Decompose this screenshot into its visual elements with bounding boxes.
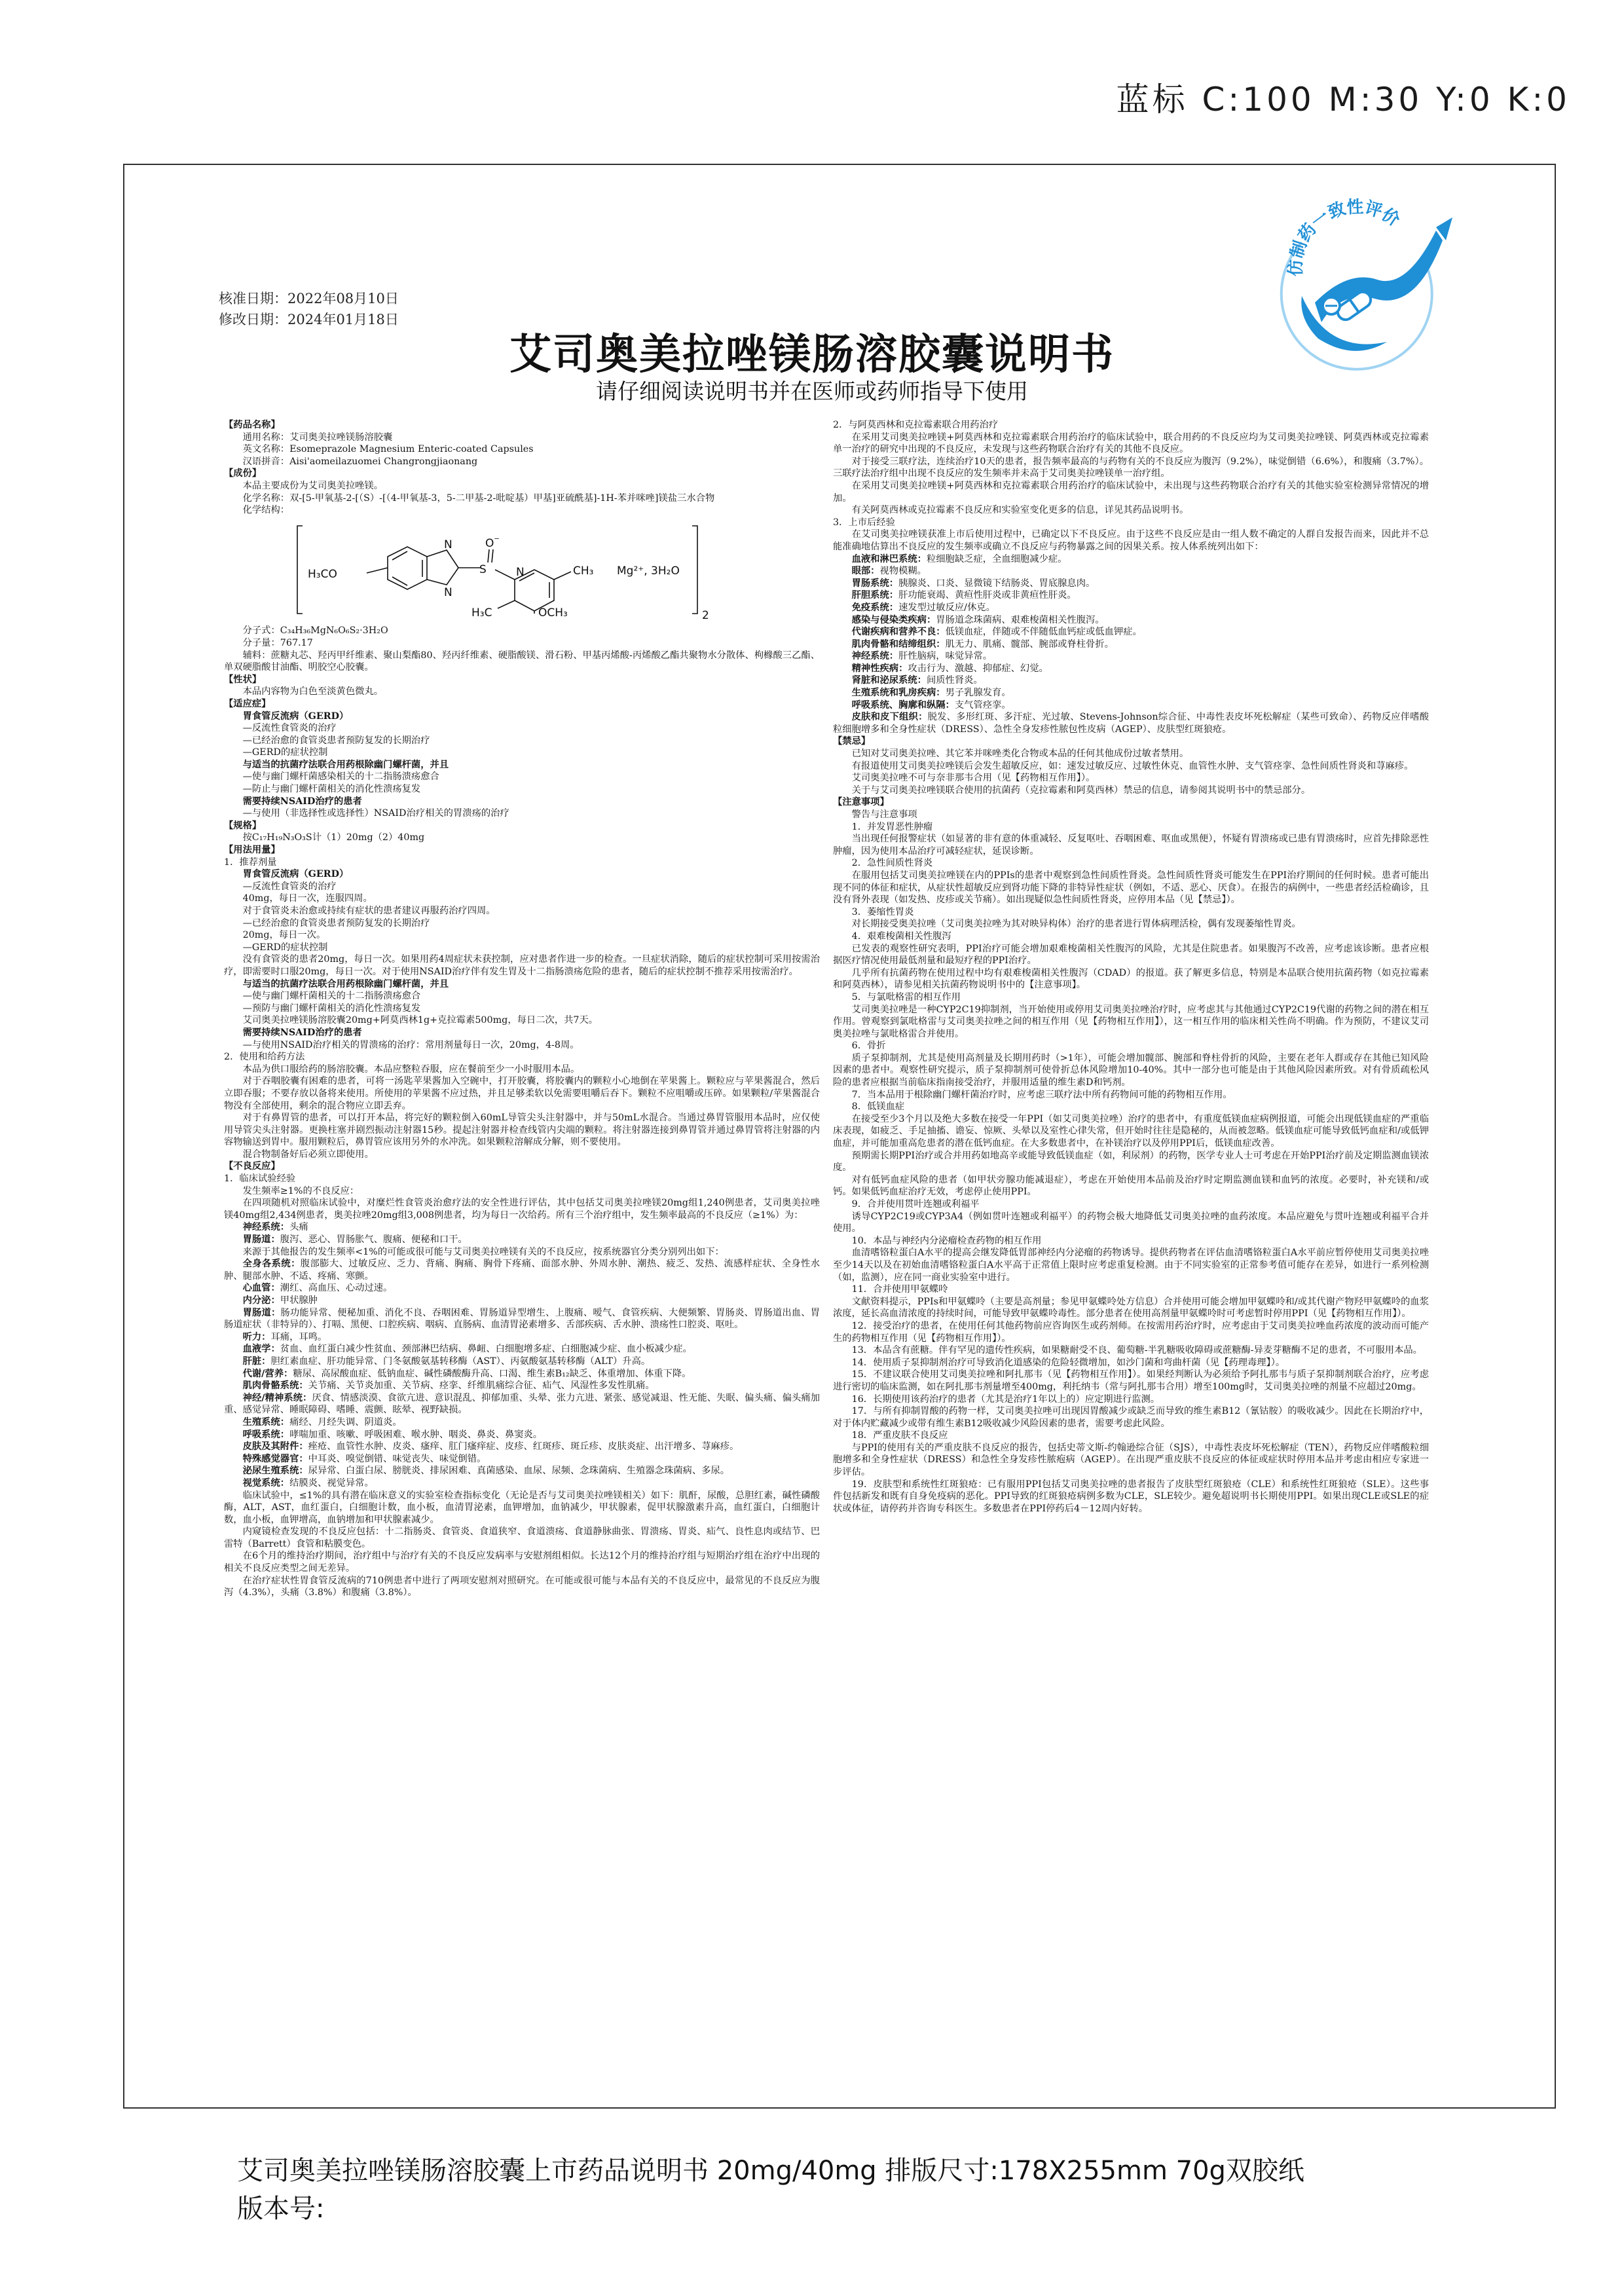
paragraph: 对有低钙血症风险的患者（如甲状旁腺功能减退症），考虑在开始使用本品前及治疗时定期监测血镁和血钙的浓度。必要时，补充镁和/或钙。如果低钙血症治疗无效，考虑停止使用PPI。 xyxy=(833,1174,1429,1198)
labeled-paragraph xyxy=(224,1368,820,1380)
paragraph: 已知对艾司奥美拉唑、其它苯并咪唑类化合物或本品的任何其他成份过敏者禁用。 xyxy=(851,748,1189,760)
labeled-paragraph xyxy=(833,638,1429,651)
paragraph-label: 胃肠道： xyxy=(242,1307,281,1318)
paragraph: 化学名称：双-[5-甲氧基-2-[（S）-[（4-甲氧基-3，5-二甲基-2-吡啶基）甲基]亚硫酰基]-1H-苯并咪唑]镁盐三水合物 xyxy=(242,492,715,504)
paragraph: 对于食管炎未治愈或持续有症状的患者建议再服药治疗四周。 xyxy=(242,906,496,916)
paragraph: 12．接受治疗的患者，在使用任何其他药物前应咨询医生或药剂师。在按需用药治疗时，应考虑由于艾司奥美拉唑血药浓度的波动而可能产生的药物相互作用（见【药物相互作用】）。 xyxy=(833,1320,1429,1344)
paragraph: 3．萎缩性胃炎 xyxy=(851,906,914,917)
paragraph-text: 腹部膨大、过敏反应、乏力、背痛、胸痛、胸骨下疼痛、面部水肿、外周水肿、潮热、疲乏、发热、流感样症状、全身性水肿、腿部水肿、不适、疼痛、寒颤。 xyxy=(224,1259,821,1282)
paragraph-label: 神经系统： xyxy=(851,651,899,662)
paragraph: 汉语拼音：Aisi'aomeilazuomei Changrongjiaonang xyxy=(242,456,478,467)
paragraph-label: 胃肠系统： xyxy=(851,578,899,589)
paragraph-text: 男子乳腺发育。 xyxy=(945,688,1011,699)
numbered-heading: 1．临床试验经验 xyxy=(224,1173,296,1185)
paragraph-text: 视物模糊。 xyxy=(879,566,927,577)
labeled-paragraph xyxy=(833,711,1429,735)
paragraph-text: 胆红素血症、肝功能异常、门冬氨酸氨基转移酶（AST）、丙氨酸氨基转移酶（ALT）升高。 xyxy=(270,1356,651,1367)
document-title: 艾司奥美拉唑镁肠溶胶囊说明书 xyxy=(509,330,1115,379)
paragraph-text: 甲状腺肿 xyxy=(280,1295,318,1306)
subheading: 需要持续NSAID治疗的患者 xyxy=(242,1027,362,1038)
paragraph: 15．不建议联合使用艾司奥美拉唑和阿扎那韦（见【药物相互作用】）。如果经判断认为必须给予阿扎那韦与质子泵抑制剂联合治疗，应考虑进行密切的临床监测，如在阿扎那韦剂量增至400mg，利托纳韦（常与阿扎那韦合用）增至100mg时，艾司奥美拉唑的剂量不应超过20mg。 xyxy=(833,1369,1429,1392)
paragraph: 英文名称：Esomeprazole Magnesium Enteric-coated Capsules xyxy=(242,444,534,455)
paragraph: 2．急性间质性肾炎 xyxy=(851,858,933,869)
footer-spec: 艾司奥美拉唑镁肠溶胶囊上市药品说明书 20mg/40mg 排版尺寸:178X255mm 70g双胶纸 xyxy=(237,2156,1304,2186)
paragraph: 在接受至少3个月以及绝大多数在接受一年PPI（如艾司奥美拉唑）治疗的患者中，有重度低镁血症病例报道，可能会出现低镁血症的严重临床表现，如疲乏、手足抽搐、谵妄、惊厥、头晕以及室性心律失常，但开始时往往是隐秘的，从而被忽略。低镁血症可能导致低钙血症和/或低钾血症，并可能加重高危患者的潜在低钙血症。在大多数患者中，在补镁治疗以及停用PPI后，低镁血症改善。 xyxy=(833,1113,1429,1149)
paragraph: 在6个月的维持治疗期间，治疗组中与治疗有关的不良反应发病率与安慰剂组相似。长达12个月的维持治疗组与短期治疗组在治疗中出现的相关不良反应类型之间无差异。 xyxy=(224,1551,820,1574)
labeled-paragraph xyxy=(224,1429,820,1441)
paragraph-label: 生殖系统和乳房疾病： xyxy=(851,688,946,699)
labeled-paragraph xyxy=(224,1441,820,1453)
paragraph: 对于有鼻胃管的患者，可以打开本品，将完好的颗粒倒入60mL导管尖头注射器中，并与50mL水混合。当通过鼻胃管服用本品时，应仅使用导管尖头注射器。更换柱塞并剧烈振动注射器15秒。提起注射器并检查线管内尖端的颗粒。将注射器连接到鼻胃管并通过鼻胃管将注射器的内容物输送到胃中。服用颗粒后，鼻胃管应该用另外的水冲洗。如果颗粒溶解成分解，则不要使用。 xyxy=(224,1113,820,1148)
numbered-heading: 2．与阿莫西林和克拉霉素联合用药治疗 xyxy=(833,420,999,430)
section-heading: 【成份】 xyxy=(224,468,262,479)
paragraph-label: 皮肤及其附件： xyxy=(242,1441,308,1452)
paragraph: —使与幽门螺杆菌感染相关的十二指肠溃疡愈合 xyxy=(242,771,439,783)
numbered-heading: 1．推荐剂量 xyxy=(224,857,277,868)
paragraph-text: 结膜炎、视觉异常。 xyxy=(289,1477,374,1488)
document-subtitle: 请仔细阅读说明书并在医师或药师指导下使用 xyxy=(596,379,1028,404)
paragraph-text: 速发型过敏反应/休克。 xyxy=(898,602,995,613)
paragraph-text: 肠功能异常、便秘加重、消化不良、吞咽困难、胃肠道异型增生、上腹痛、嗳气、食管疾病、大便频繁、胃肠炎、胃肠道出血、胃肠道症状（非特异的）、打嗝、黑便、口腔疾病、咽病、直肠病、血清胃泌素增多、舌部疾病、舌水肿、溃疡性口腔炎、呕吐。 xyxy=(224,1307,820,1331)
paragraph-text: 关节痛、关节炎加重、关节病、痉挛、纤维肌痛综合征、疝气、风湿性多发性肌痛。 xyxy=(308,1380,655,1392)
right-column xyxy=(833,419,1429,1515)
labeled-paragraph xyxy=(224,1331,820,1344)
paragraph: 有关阿莫西林或克拉霉素不良反应和实验室变化更多的信息，详见其药品说明书。 xyxy=(851,505,1189,516)
chem-subscript: 2 xyxy=(702,608,709,619)
paragraph: —与使用NSAID治疗相关的胃溃疡的治疗：常用剂量每日一次，20mg，4-8周。 xyxy=(242,1039,580,1050)
section-heading: 【用法用量】 xyxy=(224,845,280,856)
paragraph: 在采用艾司奥美拉唑镁+阿莫西林和克拉霉素联合用药治疗的临床试验中，联合用药的不良反应均为艾司奥美拉唑镁、阿莫西林或克拉霉素单一治疗的研究中出现的不良反应，未发现与这些药物联合治疗有关的其他不良反应。 xyxy=(833,432,1429,455)
paragraph-text: 痤疮、血管性水肿、皮炎、瘙痒、肛门瘙痒症、皮疹、红斑疹、斑丘疹、皮肤炎症、出汗增多、荨麻疹。 xyxy=(308,1441,739,1452)
footer-version: 版本号: xyxy=(237,2194,325,2224)
paragraph: 4．艰难梭菌相关性腹泻 xyxy=(851,931,951,942)
paragraph: 19．皮肤型和系统性红斑狼疮：已有服用PPI包括艾司奥美拉唑的患者报告了皮肤型红斑狼疮（CLE）和系统性红斑狼疮（SLE）。这些事件包括新发和既有自身免疫病的恶化。PPI导致的红斑狼疮病例多数为CLE，SLE较少。避免超说明书长期使用PPI。如果出现CLE或SLE的症状或体征，请停药并咨询专科医生。多数患者在PPI停药后4－12周内好转。 xyxy=(833,1479,1429,1514)
paragraph-label: 代谢/营养： xyxy=(242,1368,293,1379)
paragraph: —使与幽门螺杆菌相关的十二指肠溃疡愈合 xyxy=(242,991,421,1002)
paragraph: 在服用包括艾司奥美拉唑镁在内的PPIs的患者中观察到急性间质性肾炎。急性间质性肾炎可能发生在PPI治疗期间的任何时候。患者可能出现不同的体征和症状，从症状性超敏反应到肾功能下降的非特异性症状（例如，不适、恶心、厌食）。在报告的病例中，一些患者经活检确诊，且没有肾外表现（如发热、皮疹或关节痛）。如出现疑似急性间质性肾炎，应停用本品（见【禁忌】）。 xyxy=(833,870,1429,906)
paragraph: 来源于其他报告的发生频率<1%的可能或很可能与艾司奥美拉唑镁有关的不良反应，按系统器官分类分别列出如下： xyxy=(242,1246,724,1257)
paragraph-text: 尿异常、白蛋白尿、膀胱炎、排尿困难、真菌感染、血尿、尿频、念珠菌病、生殖器念珠菌病、多尿。 xyxy=(308,1466,730,1477)
badge-arc-text: 仿制药一致性评价 xyxy=(1286,197,1403,277)
paragraph-label: 精神性疾病： xyxy=(851,663,908,674)
paragraph-label: 神经系统： xyxy=(242,1222,290,1233)
section-heading: 【不良反应】 xyxy=(224,1161,280,1172)
paragraph-text: 肌无力、肌痛、髋部、腕部或脊柱骨折。 xyxy=(945,638,1114,650)
paragraph-label: 肝胆系统： xyxy=(851,590,899,601)
paragraph-text: 胰腺炎、口炎、显微镜下结肠炎、胃底腺息肉。 xyxy=(898,578,1096,589)
labeled-paragraph xyxy=(224,1221,820,1234)
paragraph-label: 呼吸系统、胸廓和纵隔： xyxy=(851,699,955,711)
numbered-heading: 3．上市后经验 xyxy=(833,517,895,528)
paragraph-text: 支气管痉挛。 xyxy=(954,699,1011,711)
labeled-paragraph xyxy=(224,1258,820,1282)
paragraph: 9．合并使用贯叶连翘或利福平 xyxy=(851,1199,980,1210)
paragraph-text: 痛经、月经失调、阴道炎。 xyxy=(289,1416,402,1428)
paragraph: 艾司奥美拉唑镁肠溶胶囊20mg+阿莫西林1g+克拉霉素500mg，每日二次，共7天。 xyxy=(242,1015,599,1026)
chem-charge: ⁻ xyxy=(494,534,500,547)
paragraph: 预期需长期PPI治疗或合并用药如地高辛或能导致低镁血症（如，利尿剂）的药物，医学专业人士可考虑在开始PPI治疗前及定期监测血镁浓度。 xyxy=(833,1150,1429,1173)
paragraph: —防止与幽门螺杆菌相关的消化性溃疡复发 xyxy=(242,784,421,795)
paragraph: 没有食管炎的患者20mg，每日一次。如果用药4周症状未获控制，应对患者作进一步的检查。一旦症状消除，随后的症状控制可采用按需治疗，即需要时口服20mg，每日一次。对于使用NSAID治疗伴有发生胃及十二指肠溃疡危险的患者，随后的症状控制不推荐采用按需治疗。 xyxy=(224,954,820,977)
labeled-paragraph xyxy=(224,1380,820,1392)
subheading: 需要持续NSAID治疗的患者 xyxy=(242,796,362,807)
paragraph: 质子泵抑制剂，尤其是使用高剂量及长期用药时（>1年），可能会增加髋部、腕部和脊柱骨折的风险，主要在老年人群或存在其他已知风险因素的患者中。观察性研究提示，质子泵抑制剂可使骨折总体风险增加10-40%。其中一部分也可能是由于其他风险因素所致。对有骨质疏松风险的患者应根据当前临床指南接受治疗，并服用适量的维生素D和钙剂。 xyxy=(833,1052,1429,1088)
paragraph: 5．与氯吡格雷的相互作用 xyxy=(851,991,961,1003)
paragraph-label: 泌尿生殖系统： xyxy=(242,1466,308,1477)
paragraph: 11．合并使用甲氨蝶呤 xyxy=(851,1284,948,1295)
paragraph: 1．并发胃恶性肿瘤 xyxy=(851,821,933,832)
section-heading: 【禁忌】 xyxy=(833,736,871,747)
labeled-paragraph xyxy=(833,578,1429,590)
labeled-paragraph xyxy=(833,589,1429,602)
paragraph-label: 心血管： xyxy=(242,1283,280,1294)
paragraph: 本品主要成份为艾司奥美拉唑镁。 xyxy=(242,480,384,491)
paragraph: 本品内容物为白色至淡黄色微丸。 xyxy=(242,686,384,697)
chem-pyr-n: N xyxy=(516,565,525,579)
paragraph: 对于接受三联疗法，连续治疗10天的患者，报告频率最高的与药物有关的不良反应为腹泻（9.2%），味觉倒错（6.6%），和腹痛（3.7%）。三联疗法治疗组中出现不良反应的发生频率并未高于艾司奥美拉唑镁单一治疗组。 xyxy=(833,456,1429,479)
paragraph: 临床试验中，≤1%的具有潜在临床意义的实验室检查指标变化（无论是否与艾司奥美拉唑镁相关）如下：肌酐，尿酸，总胆红素，碱性磷酸酶，ALT，AST，血红蛋白，白细胞计数，血小板，血清胃泌素，血钾增加，血钠减少，甲状腺素，促甲状腺激素升高，血红蛋白，白细胞计数，血小板，血钾增高，血钠增加和甲状腺素减少。 xyxy=(224,1490,820,1525)
paragraph: —与使用（非选择性或选择性）NSAID治疗相关的胃溃疡的治疗 xyxy=(242,808,509,819)
paragraph-text: 潮红、高血压、心动过速。 xyxy=(280,1283,393,1294)
paragraph-text: 肝功能衰竭、黄疸性肝炎或非黄疸性肝炎。 xyxy=(898,590,1077,601)
paragraph-label: 眼部： xyxy=(851,566,880,577)
svg-text:仿制药一致性评价 xyxy=(1286,198,1403,277)
paragraph: 辅料：蔗糖丸芯、羟丙甲纤维素、聚山梨酯80、羟丙纤维素、硬脂酸镁、滑石粉、甲基丙烯酸-丙烯酸乙酯共聚物水分散体、枸橼酸三乙酯、单双硬脂酸甘油酯、明胶空心胶囊。 xyxy=(224,650,820,673)
paragraph-text: 贫血、血红蛋白减少性贫血、颈部淋巴结病、鼻衄、白细胞增多症、白细胞减少症、血小板减少症。 xyxy=(280,1344,692,1355)
paragraph: 警告与注意事项 xyxy=(851,809,917,820)
paragraph-label: 血液和淋巴系统： xyxy=(851,553,927,564)
chem-sulfur: S xyxy=(479,563,487,576)
labeled-paragraph xyxy=(833,626,1429,638)
paragraph-text: 厌食、情感淡漠、食欲亢进、意识混乱、抑郁加重、头晕、张力亢进、紧张、感觉减退、性无能、失眠、偏头痛、偏头痛加重、感觉异常、睡眠障碍、嗜睡、震颤、眩晕、视野缺损。 xyxy=(224,1392,820,1416)
paragraph: 在四项随机对照临床试验中，对糜烂性食管炎治愈疗法的安全性进行评估，其中包括艾司奥美拉唑镁20mg组1,240例患者，艾司奥美拉唑镁40mg组2,434例患者，奥美拉唑20mg组3,008例患者，均为每日一次给药。所有三个治疗组中，发生频率最高的不良反应（≥1%）为： xyxy=(224,1198,820,1221)
paragraph: 在艾司奥美拉唑镁获准上市后使用过程中，已确定以下不良反应。由于这些不良反应是由一组人数不确定的人群自发报告而来，因此并不总能准确地估算出不良反应的发生频率或确立不良反应与药物暴露之间的因果关系。按人体系统列出如下： xyxy=(833,529,1429,552)
paragraph-label: 血液学： xyxy=(242,1344,280,1355)
paragraph-text: 肝性脑病，味觉异常。 xyxy=(898,651,993,662)
labeled-paragraph xyxy=(224,1465,820,1477)
labeled-paragraph xyxy=(224,1453,820,1466)
paragraph: 血清嗜铬粒蛋白A水平的提高会继发降低胃部神经内分泌瘤的药物诱导。提供药物者在评估血清嗜铬粒蛋白A水平前应暂停使用艾司奥美拉唑至少14天以及在初始血清嗜铬粒蛋白A水平高于正常值上限时应考虑重复检测。由于不同实验室的正常参考值可能存在差异，如进行一系列检测（如，监测），应在同一商业实验室中进行。 xyxy=(833,1247,1429,1283)
paragraph-label: 肝脏： xyxy=(242,1356,271,1367)
paragraph-label: 代谢疾病和营养不良： xyxy=(851,627,946,638)
paragraph: 对于吞咽胶囊有困难的患者，可将一汤匙苹果酱加入空碗中，打开胶囊，将胶囊内的颗粒小心地倒在苹果酱上。颗粒应与苹果酱混合，然后立即吞服；不要存放以备将来使用。所使用的苹果酱不应过热，并且足够柔软以免需要咀嚼后吞下。颗粒不应咀嚼或压碎。如果颗粒/苹果酱混合物没有全部使用，剩余的混合物应立即丢弃。 xyxy=(224,1076,820,1111)
section-heading: 【注意事项】 xyxy=(833,797,889,808)
paragraph-text: 哮喘加重、咳嗽、呼吸困难、喉水肿、咽炎、鼻炎、鼻窦炎。 xyxy=(289,1429,543,1440)
print-color-spec: 蓝标 C:100 M:30 Y:0 K:0 xyxy=(1116,81,1570,119)
paragraph-text: 低镁血症，伴随或不伴随低血钙症或低血钾症。 xyxy=(945,627,1142,638)
approval-date: 核准日期：2022年08月10日 xyxy=(219,291,399,306)
paragraph: 8．低镁血症 xyxy=(851,1101,905,1113)
paragraph: 6．骨折 xyxy=(851,1041,886,1052)
paragraph: 10．本品与神经内分泌瘤检查药物的相互作用 xyxy=(851,1235,1042,1246)
labeled-paragraph xyxy=(224,1282,820,1295)
paragraph: 诱导CYP2C19或CYP3A4（例如贯叶连翘或利福平）的药物会极大地降低艾司奥美拉唑的血药浓度。本品应避免与贯叶连翘或利福平合并使用。 xyxy=(833,1211,1429,1234)
paragraph: 艾司奥美拉唑不可与奈非那韦合用（见【药物相互作用】）。 xyxy=(851,773,1096,784)
labeled-paragraph xyxy=(224,1392,820,1416)
paragraph: 几乎所有抗菌药物在使用过程中均有艰难梭菌相关性腹泻（CDAD）的报道。获了解更多信息，特别是本品联合使用抗菌药物（如克拉霉素和阿莫西林），请参见相关抗菌药物说明书中的【注意事项】。 xyxy=(833,967,1429,991)
labeled-paragraph xyxy=(224,1477,820,1490)
paragraph-label: 呼吸系统： xyxy=(242,1429,290,1440)
chem-nh: N xyxy=(444,585,452,599)
labeled-paragraph xyxy=(833,553,1429,566)
paragraph: 关于与艾司奥美拉唑镁联合使用的抗菌药（克拉霉素和阿莫西林）禁忌的信息，请参阅其说明书中的禁忌部分。 xyxy=(851,785,1311,796)
section-heading: 【性状】 xyxy=(224,674,262,685)
labeled-paragraph xyxy=(224,1307,820,1331)
paragraph-text: 头痛 xyxy=(289,1222,308,1233)
chemical-structure xyxy=(289,521,741,619)
paragraph: 发生频率≥1%的不良反应： xyxy=(242,1185,360,1196)
labeled-paragraph xyxy=(224,1295,820,1307)
paragraph-text: 粒细胞缺乏症，全血细胞减少症。 xyxy=(926,553,1067,564)
paragraph: 13．本品含有蔗糖。伴有罕见的遗传性疾病，如果糖耐受不良、葡萄糖-半乳糖吸收障碍或蔗糖酶-异麦芽糖酶不足的患者，不可服用本品。 xyxy=(851,1345,1422,1356)
labeled-paragraph xyxy=(833,699,1429,712)
paragraph: 18．严重皮肤不良反应 xyxy=(851,1430,948,1441)
paragraph-text: 糖尿、高尿酸血症、低钠血症、碱性磷酸酶升高、口渴、维生素B₁₂缺乏、体重增加、体重下降。 xyxy=(293,1368,692,1379)
paragraph: 在采用艾司奥美拉唑镁+阿莫西林和克拉霉素联合用药治疗的临床试验中，未出现与这些药物联合治疗有关的其他实验室检测异常情况的增加。 xyxy=(833,480,1429,504)
paragraph-text: 攻击行为、激越、抑郁症、幻觉。 xyxy=(908,663,1048,674)
paragraph-label: 肌肉骨骼和结缔组织： xyxy=(851,638,946,650)
paragraph: —GERD的症状控制 xyxy=(242,747,328,758)
subheading: 胃食管反流病（GERD） xyxy=(242,869,349,880)
paragraph-text: 间质性肾炎。 xyxy=(926,675,983,686)
subheading: 胃食管反流病（GERD） xyxy=(242,711,349,722)
chem-ch3-a: CH₃ xyxy=(573,564,594,578)
subheading: 与适当的抗菌疗法联合用药根除幽门螺杆菌，并且 xyxy=(242,978,449,989)
paragraph: 与PPI的使用有关的严重皮肤不良反应的报告，包括史蒂文斯-约翰逊综合征（SJS），中毒性表皮坏死松解症（TEN），药物反应伴嗜酸粒细胞增多和全身性症状（DRESS）和急性全身发疹性脓疱病（AGEP）。在出现严重皮肤不良反应的体征或症状时停用本品并考虑由相应专家进一步评估。 xyxy=(833,1442,1429,1478)
paragraph: 在治疗症状性胃食管反流病的710例患者中进行了两项安慰剂对照研究。在可能或很可能与本品有关的不良反应中，最常见的不良反应为腹泻（4.3%），头痛（3.8%）和腹痛（3.8%）。 xyxy=(224,1575,820,1598)
chem-ring-n: N xyxy=(444,538,452,551)
paragraph: 14．使用质子泵抑制剂治疗可导致消化道感染的危险轻微增加，如沙门菌和弯曲杆菌（见【药理毒理】）。 xyxy=(851,1357,1285,1368)
paragraph: 有报道使用艾司奥美拉唑镁后会发生超敏反应，如：速发过敏反应、过敏性休克、血管性水肿、支气管痉挛、急性间质性肾炎和荨麻疹。 xyxy=(851,760,1414,771)
paragraph: —已经治愈的食管炎患者预防复发的长期治疗 xyxy=(242,917,430,929)
paragraph-label: 听力： xyxy=(242,1331,271,1342)
paragraph: 20mg，每日一次。 xyxy=(242,930,326,941)
labeled-paragraph xyxy=(833,565,1429,578)
paragraph-label: 肾脏和泌尿系统： xyxy=(851,675,927,686)
paragraph: —GERD的症状控制 xyxy=(242,942,328,953)
revision-date: 修改日期：2024年01月18日 xyxy=(219,312,399,327)
paragraph: 艾司奥美拉唑是一种CYP2C19抑制剂，当开始使用或停用艾司奥美拉唑治疗时，应考虑其与其他通过CYP2C19代谢的药物之间的潜在相互作用。曾观察到氯吡格雷与艾司奥美拉唑之间的相互作用（见【药物相互作用】），这一相互作用的临床相关性尚不明确。作为预防，不建议艾司奥美拉唑与氯吡格雷合并使用。 xyxy=(833,1004,1429,1039)
paragraph-text: 胃肠道念珠菌病、艰难梭菌相关性腹泻。 xyxy=(936,614,1105,625)
section-heading: 【规格】 xyxy=(224,820,262,831)
labeled-paragraph xyxy=(224,1234,820,1246)
paragraph: 分子量：767.17 xyxy=(242,637,313,648)
paragraph: 40mg，每日一次，连服四周。 xyxy=(242,893,373,904)
paragraph-label: 特殊感觉器官： xyxy=(242,1453,308,1464)
paragraph: —反流性食管炎的治疗 xyxy=(242,881,337,892)
paragraph: —反流性食管炎的治疗 xyxy=(242,723,337,734)
paragraph-label: 全身各系统： xyxy=(242,1259,301,1270)
chem-ch3-b: H₃C xyxy=(471,606,492,619)
labeled-paragraph xyxy=(833,663,1429,675)
paragraph: 内窥镜检查发现的不良反应包括：十二指肠炎、食管炎、食道狭窄、食道溃疡、食道静脉曲张、胃溃疡、胃炎、疝气、良性息肉或结节、巴雷特（Barrett）食管和粘膜变色。 xyxy=(224,1526,820,1549)
paragraph-label: 神经/精神系统： xyxy=(242,1392,312,1403)
paragraph: 文献资料提示，PPIs和甲氨蝶呤（主要是高剂量；参见甲氨蝶呤处方信息）合并使用可能会增加甲氨蝶呤和/或其代谢产物羟甲氨蝶呤的血浆浓度，延长高血清浓度的持续时间，可能导致甲氨蝶呤毒性。部分患者在使用高剂量甲氨蝶呤时可考虑暂时停用PPI（见【药物相互作用】）。 xyxy=(833,1296,1429,1320)
paragraph: —预防与幽门螺杆菌相关的消化性溃疡复发 xyxy=(242,1003,421,1014)
labeled-paragraph xyxy=(833,687,1429,699)
paragraph-label: 感染与侵染类疾病： xyxy=(851,614,936,625)
labeled-paragraph xyxy=(833,614,1429,627)
paragraph: 化学结构： xyxy=(242,505,290,516)
numbered-heading: 2．使用和给药方法 xyxy=(224,1052,305,1063)
paragraph: 7．当本品用于根除幽门螺杆菌治疗时，应考虑三联疗法中所有药物间可能的药物相互作用。 xyxy=(851,1089,1232,1100)
paragraph: 17．与所有抑制胃酸的药物一样，艾司奥美拉唑可出现因胃酸减少或缺乏而导致的维生素B12（氰钴胺）的吸收减少。因此在长期治疗中，对于体内贮藏减少或带有维生素B12吸收减少风险因素的患者，需要考虑此风险。 xyxy=(833,1406,1429,1429)
paragraph-label: 免疫系统： xyxy=(851,602,899,613)
chem-group-methoxy: H₃CO xyxy=(308,567,337,581)
paragraph-label: 生殖系统： xyxy=(242,1416,290,1428)
paragraph: 16．长期使用该药治疗的患者（尤其是治疗1年以上的）应定期进行监测。 xyxy=(851,1394,1160,1405)
left-column xyxy=(224,419,820,1599)
subheading: 与适当的抗菌疗法联合用药根除幽门螺杆菌，并且 xyxy=(242,759,449,770)
labeled-paragraph xyxy=(224,1416,820,1429)
paragraph-label: 内分泌： xyxy=(242,1295,280,1306)
paragraph: 对长期接受奥美拉唑（艾司奥美拉唑为其对映异构体）治疗的患者进行胃体病理活检，偶有发现萎缩性胃炎。 xyxy=(851,919,1301,930)
section-heading: 【药品名称】 xyxy=(224,420,280,430)
labeled-paragraph xyxy=(833,602,1429,614)
paragraph: 通用名称：艾司奥美拉唑镁肠溶胶囊 xyxy=(242,432,393,443)
paragraph: 分子式：C₃₄H₃₆MgN₆O₆S₂·3H₂O xyxy=(242,625,388,637)
labeled-paragraph xyxy=(833,674,1429,687)
labeled-paragraph xyxy=(833,650,1429,663)
paragraph-text: 中耳炎、嗅觉倒错、味觉丧失、味觉倒错。 xyxy=(308,1453,487,1464)
chem-oxygen: O xyxy=(485,536,494,550)
section-heading: 【适应症】 xyxy=(224,698,271,709)
paragraph-label: 皮肤和皮下组织： xyxy=(851,712,928,723)
paragraph: 混合物制备好后必须立即使用。 xyxy=(242,1149,374,1160)
paragraph-label: 肌肉骨骼系统： xyxy=(242,1380,308,1392)
chem-och3: OCH₃ xyxy=(538,606,568,619)
paragraph-label: 视觉系统： xyxy=(242,1477,290,1488)
paragraph: 当出现任何报警症状（如显著的非有意的体重减轻、反复呕吐、吞咽困难、呕血或黑便），怀疑有胃溃疡或已患有胃溃疡时，应首先排除恶性肿瘤，因为使用本品治疗可减轻症状，延误诊断。 xyxy=(833,834,1429,857)
paragraph-text: 腹泻、恶心、胃肠胀气、腹痛、便秘和口干。 xyxy=(280,1234,468,1246)
paragraph-text: 脱发、多形红斑、多汗症、光过敏、Stevens-Johnson综合征、中毒性表皮坏死松解症（某些可致命）、药物反应伴嗜酸粒细胞增多和全身性症状（DRESS）、急性全身发疹性脓包性皮病（AGEP）、皮肤型红斑狼疮。 xyxy=(833,712,1430,735)
paragraph: 已发表的观察性研究表明，PPI治疗可能会增加艰难梭菌相关性腹泻的风险，尤其是住院患者。如果腹泻不改善，应考虑该诊断。患者应根据医疗情况使用最低剂量和最短疗程的PPI治疗。 xyxy=(833,943,1429,967)
paragraph: —已经治愈的食管炎患者预防复发的长期治疗 xyxy=(242,735,430,746)
labeled-paragraph xyxy=(224,1356,820,1368)
paragraph: 本品为供口服给药的肠溶胶囊。本品应整粒吞服，应在餐前至少一小时服用本品。 xyxy=(242,1063,580,1075)
labeled-paragraph xyxy=(224,1343,820,1356)
paragraph-label: 胃肠道： xyxy=(242,1234,280,1246)
print-footer xyxy=(237,2152,1304,2228)
paragraph-text: 耳痛，耳鸣。 xyxy=(270,1331,327,1342)
chem-metal: Mg²⁺, 3H₂O xyxy=(617,564,680,578)
paragraph: 按C₁₇H₁₉N₃O₃S计（1）20mg（2）40mg xyxy=(242,832,425,843)
